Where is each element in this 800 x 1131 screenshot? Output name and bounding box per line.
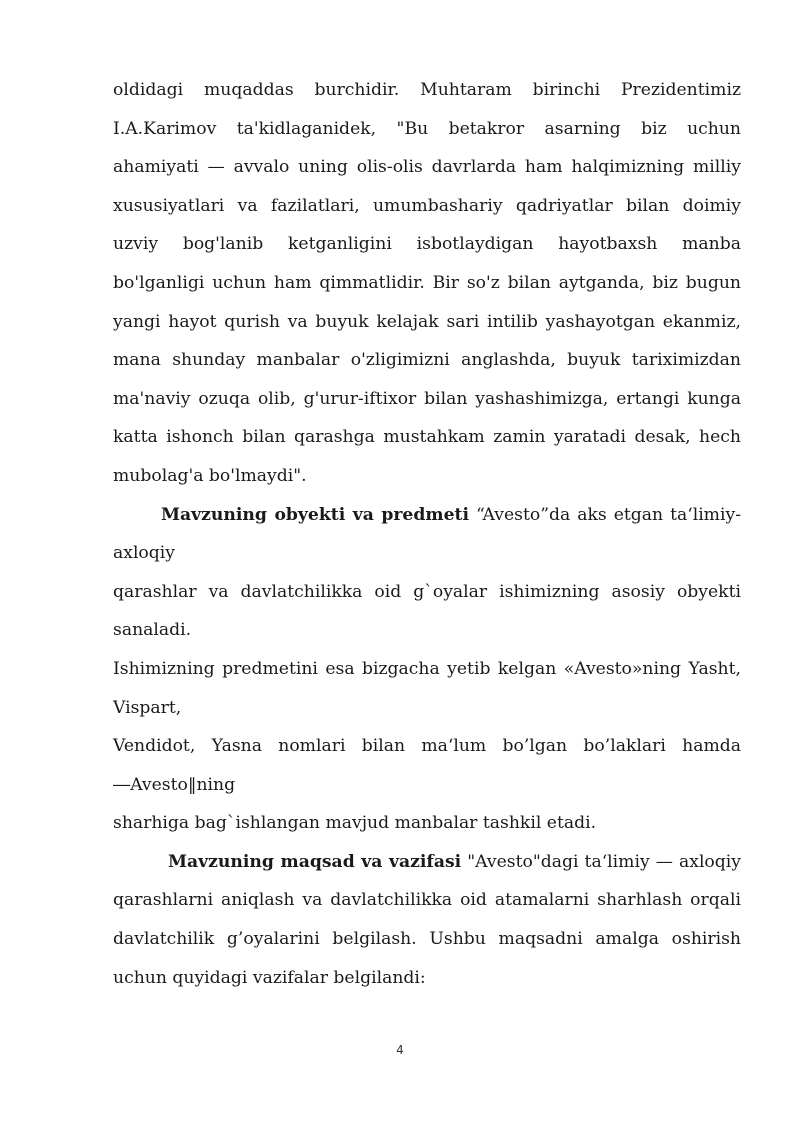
- paragraph-line: davlatchilik g’oyalarini belgilash. Ushbu maqsadni amalga oshirish: [113, 929, 741, 950]
- paragraph-line: ahamiyati — avvalo uning olis-olis davrlarda ham halqimizning milliy: [113, 157, 741, 178]
- paragraph-line: mana shunday manbalar o'zligimizni anglashda, buyuk tariximizdan: [113, 350, 741, 371]
- body-text: [113, 71, 741, 997]
- paragraph-line: ma'naviy ozuqa olib, g'urur-iftixor bilan yashashimizga, ertangi kunga: [113, 388, 741, 409]
- object-heading-rest: “Avesto”da aks etgan ta‘limiy-: [468, 504, 741, 525]
- paragraph-line: bo'lganligi uchun ham qimmatlidir. Bir so'z bilan aytganda, biz bugun: [113, 272, 741, 293]
- goal-heading-rest: "Avesto"dagi ta‘limiy — axloqiy: [461, 851, 741, 872]
- goal-section-heading: Mavzuning maqsad va vazifasi: [168, 851, 462, 872]
- paragraph-line: yangi hayot qurish va buyuk kelajak sari intilib yashayotgan ekanmiz,: [113, 311, 741, 332]
- paragraph-line: qarashlar va davlatchilikka oid g`oyalar ishimizning asosiy obyekti: [113, 581, 741, 602]
- paragraph-line: xususiyatlari va fazilatlari, umumbashariy qadriyatlar bilan doimiy: [113, 195, 741, 216]
- paragraph-line: mubolag'a bo'lmaydi".: [113, 465, 307, 486]
- paragraph-line: qarashlarni aniqlash va davlatchilikka oid atamalarni sharhlash orqali: [113, 890, 741, 911]
- object-heading-line: [113, 496, 741, 535]
- paragraph-line: sharhiga bag`ishlangan mavjud manbalar tashkil etadi.: [113, 813, 597, 834]
- paragraph-line: ―Avesto‖ning: [113, 774, 236, 795]
- object-section-heading: Mavzuning obyekti va predmeti: [161, 504, 469, 525]
- page-number: 4: [396, 1043, 404, 1057]
- paragraph-line: katta ishonch bilan qarashga mustahkam zamin yaratadi desak, hech: [113, 427, 741, 448]
- paragraph-line: uzviy bog'lanib ketganligini isbotlaydigan hayotbaxsh manba: [113, 234, 741, 255]
- paragraph-line: axloqiy: [113, 543, 175, 564]
- paragraph-line: uchun quyidagi vazifalar belgilandi:: [113, 967, 426, 988]
- paragraph-line: Vispart,: [113, 697, 182, 718]
- paragraph-line: sanaladi.: [113, 620, 192, 641]
- goal-heading-line: [113, 843, 741, 882]
- paragraph-line: I.A.Karimov ta'kidlaganidek, "Bu betakror asarning biz uchun: [113, 118, 741, 139]
- paragraph-line: Vendidot, Yasna nomlari bilan ma‘lum bo’lgan bo’laklari hamda: [113, 736, 741, 757]
- paragraph-line: Ishimizning predmetini esa bizgacha yetib kelgan «Avesto»ning Yasht,: [113, 658, 741, 679]
- paragraph-line: oldidagi muqaddas burchidir. Muhtaram birinchi Prezidentimiz: [113, 80, 741, 100]
